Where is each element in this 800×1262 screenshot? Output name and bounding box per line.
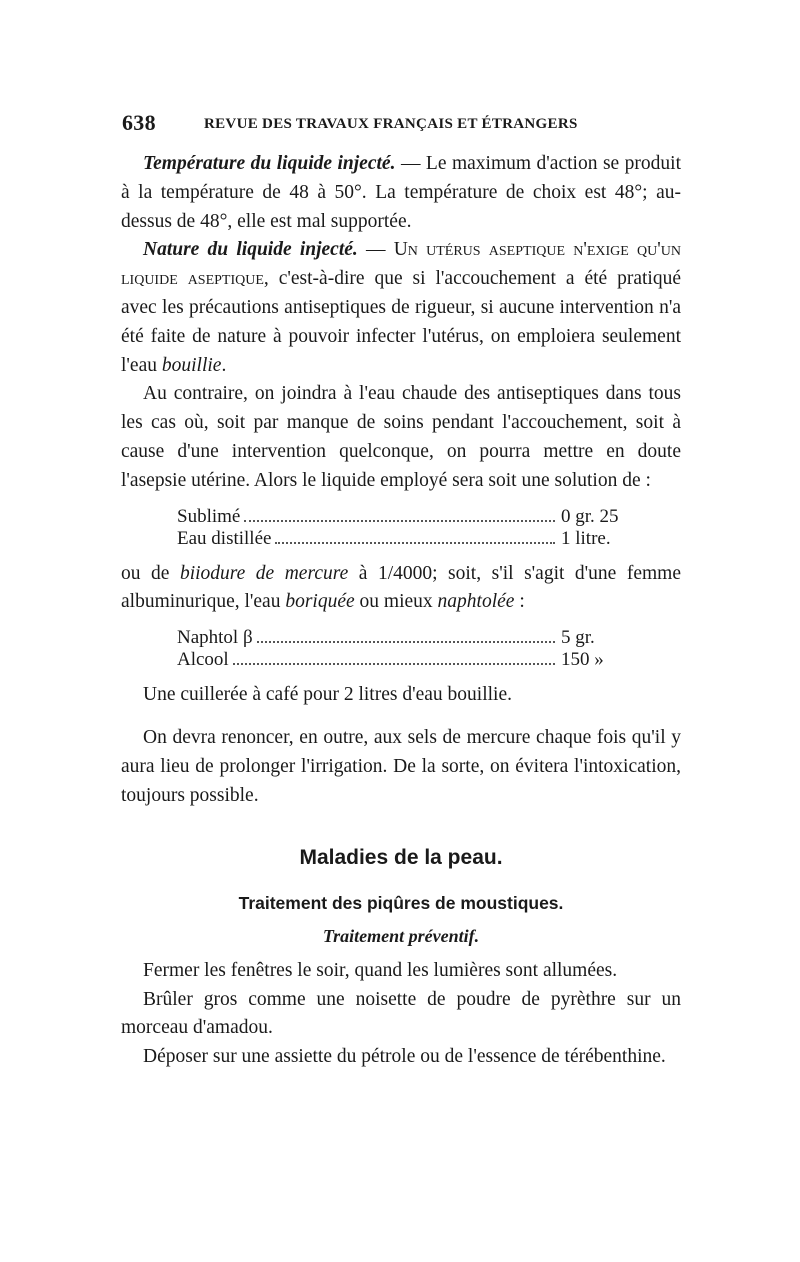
ingredient-amount: 5 gr. (561, 627, 595, 649)
recipe-row (177, 506, 625, 528)
emphasis-bouillie: bouillie (161, 354, 222, 376)
paragraph-nature (121, 236, 681, 380)
leader-dots (244, 520, 555, 522)
ingredient-name: Eau distillée (177, 527, 272, 549)
recipe-row (177, 627, 625, 649)
running-title: REVUE DES TRAVAUX FRANÇAIS ET ÉTRANGERS (204, 116, 578, 132)
text-run: ou mieux (354, 591, 438, 613)
subsection-title: Traitement des piqûres de moustiques. (238, 893, 564, 914)
page-body (121, 150, 681, 1072)
paragraph-dash: — (357, 239, 394, 261)
subsubsection-title: Traitement préventif. (322, 925, 480, 946)
ingredient-name: Naphtol β (177, 627, 253, 649)
ingredient-name: Sublimé (177, 505, 241, 527)
paragraph-renoncer: On devra renoncer, en outre, aux sels de mercure chaque fois qu'il y aura lieu de prolonger l'irrigation. De la sorte, on évitera l'intoxication, toujours possible. (121, 726, 681, 806)
recipe-row (177, 649, 625, 671)
ingredient-name: Alcool (177, 649, 229, 671)
text-run: : (514, 591, 525, 613)
section-title: Maladies de la peau. (299, 846, 503, 870)
paragraph-lead: Nature du liquide injecté. (143, 239, 358, 261)
ingredient-amount: 0 gr. 25 (561, 505, 619, 527)
paragraph-lead: Température du liquide injecté. (143, 153, 396, 174)
recipe-naphtol (177, 627, 625, 671)
leader-dots (257, 641, 555, 643)
page-number: 638 (122, 110, 156, 135)
text-run: à 1/4000; soit, s'il s'agit d'une femme albuminurique, l'eau (121, 562, 681, 613)
spacer (121, 710, 681, 724)
emphasis-biiodure: biiodure de mercure (179, 562, 349, 584)
paragraph-text: , c'est-à-dire que si l'accouchement a été pratiqué avec les précautions antiseptiques de rigueur, si aucune intervention n'a été faite de nature à pouvoir infecter l'utérus, on emploiera seulement l'eau (121, 268, 682, 376)
paragraph-text: — Le maximum d'action se produit à la température de 48 à 50°. La température de choix est 48°; au-dessus de 48°, elle est mal supportée. (121, 153, 682, 232)
recipe-note: Une cuillerée à café pour 2 litres d'eau bouillie. (143, 684, 512, 706)
ingredient-amount: 1 litre. (561, 527, 611, 549)
recipe-row (177, 528, 625, 550)
smallcaps-phrase: Un utérus aseptique n'exige qu'un liquide aseptique (121, 239, 682, 290)
leader-dots (233, 663, 555, 665)
paragraph-end: . (221, 354, 227, 376)
paragraph-biiodure (121, 560, 681, 618)
paragraph-fenetres: Fermer les fenêtres le soir, quand les lumières sont allumées. (143, 959, 618, 981)
paragraph-antiseptiques: Au contraire, on joindra à l'eau chaude des antiseptiques dans tous les cas où, soit par manque de soins pendant l'accouchement, soit à cause d'une intervention quelconque, on pourra mettre en doute l'asepsie utérine. Alors le liquide employé sera soit une solution de : (121, 383, 681, 491)
paragraph-petrole: Déposer sur une assiette du pétrole ou de l'essence de térébenthine. (143, 1046, 666, 1068)
emphasis-naphtolee: naphtolée (437, 591, 515, 613)
paragraph-pyrethre: Brûler gros comme une noisette de poudre de pyrèthre sur un morceau d'amadou. (121, 988, 681, 1039)
paragraph-temperature (121, 150, 681, 236)
text-run: ou de (121, 562, 180, 584)
emphasis-boriquee: boriquée (285, 591, 355, 613)
leader-dots (275, 542, 555, 544)
recipe-sublime (177, 506, 625, 550)
ingredient-amount: 150 » (561, 649, 604, 671)
